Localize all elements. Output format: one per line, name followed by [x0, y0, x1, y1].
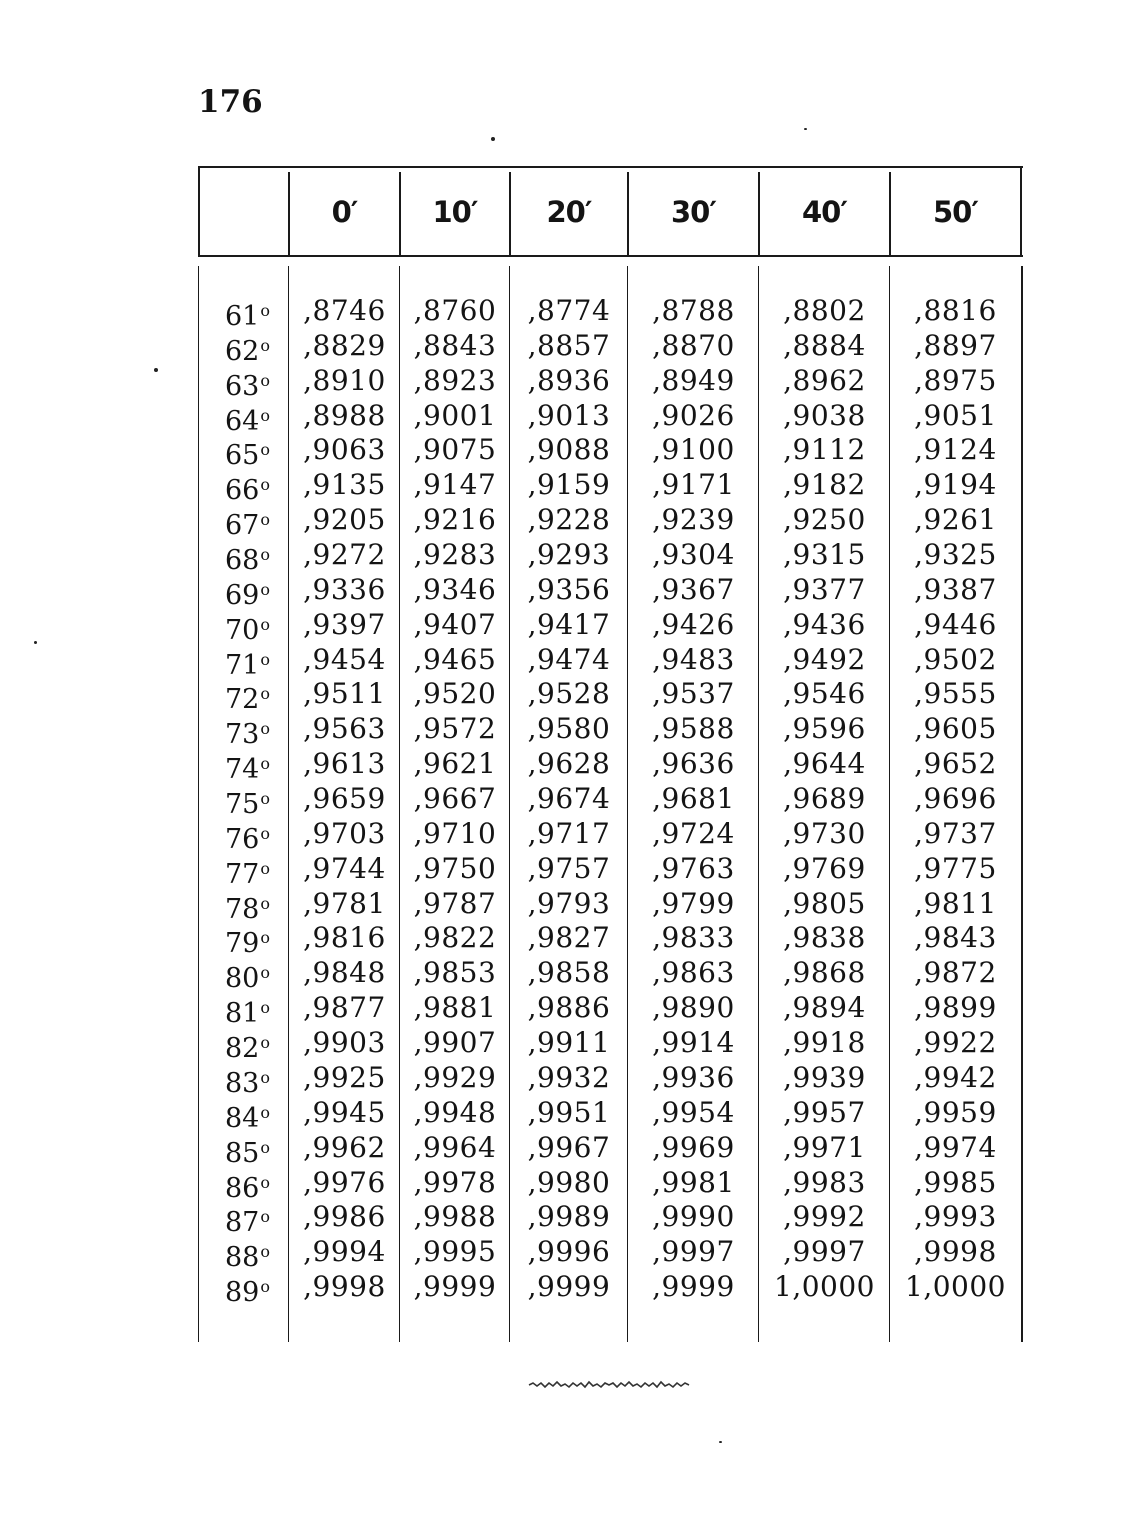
table-cell: ,9717: [527, 816, 611, 850]
table-cell: ,9988: [413, 1200, 497, 1234]
degree-value: 87: [225, 1207, 260, 1239]
table-cell: ,9922: [914, 1026, 997, 1060]
table-row: [198, 677, 1023, 716]
table-cell: ,9894: [783, 991, 866, 1025]
table-cell: ,9816: [303, 921, 386, 955]
table-cell: ,9135: [303, 468, 386, 502]
table-column-rule: [1020, 166, 1022, 257]
table-cell: ,9636: [652, 747, 735, 781]
table-cell: ,9194: [914, 468, 997, 502]
table-cell: ,9925: [303, 1060, 386, 1094]
table-cell: ,9613: [303, 747, 386, 781]
table-cell: ,9563: [303, 712, 386, 746]
table-cell: ,9983: [783, 1165, 866, 1199]
degree-value: 84: [225, 1102, 260, 1134]
degree-symbol: o: [260, 1242, 270, 1262]
degree-symbol: o: [260, 963, 270, 983]
degree-value: 67: [225, 510, 260, 542]
table-cell: ,8910: [303, 363, 386, 397]
degree-value: 82: [225, 1033, 260, 1065]
table-cell: ,9978: [413, 1165, 497, 1199]
table-cell: ,9914: [652, 1026, 735, 1060]
degree-symbol: o: [260, 510, 270, 530]
table-cell: ,9555: [914, 677, 997, 711]
table-cell: ,9659: [303, 782, 386, 816]
degree-value: 65: [225, 440, 260, 472]
table-cell: ,9848: [303, 956, 386, 990]
degree-symbol: o: [260, 649, 270, 669]
degree-value: 63: [225, 370, 260, 402]
table-cell: ,9974: [914, 1130, 997, 1164]
table-cell: ,9936: [652, 1060, 735, 1094]
table-cell: ,9769: [783, 851, 866, 885]
table-cell: ,9886: [527, 991, 611, 1025]
table-cell: ,9962: [303, 1130, 386, 1164]
table-cell: ,9572: [413, 712, 497, 746]
table-cell: ,9781: [303, 886, 386, 920]
table-row: [198, 1235, 1023, 1274]
table-cell: ,8923: [413, 363, 497, 397]
table-cell: ,9998: [303, 1270, 386, 1304]
degree-symbol: o: [260, 719, 270, 739]
table-cell: ,9954: [652, 1095, 735, 1129]
table-row: [198, 1130, 1023, 1169]
table-cell: ,9088: [527, 433, 611, 467]
table-cell: ,9216: [413, 503, 497, 537]
degree-value: 85: [225, 1137, 260, 1169]
table-row: [198, 468, 1023, 507]
table-cell: ,9228: [527, 503, 611, 537]
table-cell: ,9703: [303, 816, 386, 850]
table-cell: ,9367: [652, 572, 735, 606]
table-cell: ,9315: [783, 538, 866, 572]
table-cell: ,9997: [652, 1235, 735, 1269]
table-cell: ,8962: [783, 363, 866, 397]
table-cell: ,9426: [652, 607, 735, 641]
table-cell: ,8897: [914, 328, 997, 362]
table-cell: ,9436: [783, 607, 866, 641]
table-row: [198, 851, 1023, 890]
table-cell: ,9957: [783, 1095, 866, 1129]
table-row: [198, 1165, 1023, 1204]
table-cell: ,9929: [413, 1060, 497, 1094]
table-cell: ,8746: [303, 294, 386, 327]
table-cell: ,8816: [914, 294, 997, 327]
table-cell: ,9997: [783, 1235, 866, 1269]
table-cell: ,9981: [652, 1165, 735, 1199]
table-cell: ,9710: [413, 816, 497, 850]
table-cell: ,8870: [652, 328, 735, 362]
table-cell: ,9763: [652, 851, 735, 885]
table-cell: ,8760: [413, 294, 497, 327]
table-cell: ,9387: [914, 572, 997, 606]
table-cell: ,9995: [413, 1235, 497, 1269]
table-cell: ,9989: [527, 1200, 611, 1234]
table-cell: ,9999: [413, 1270, 497, 1304]
table-row: [198, 328, 1023, 367]
table-cell: ,9075: [413, 433, 497, 467]
table-cell: ,9304: [652, 538, 735, 572]
table-cell: ,9787: [413, 886, 497, 920]
degree-symbol: o: [260, 405, 270, 425]
degree-symbol: o: [260, 614, 270, 634]
table-row: [198, 712, 1023, 751]
table-cell: ,9822: [413, 921, 497, 955]
table-cell: ,9588: [652, 712, 735, 746]
degree-symbol: o: [260, 579, 270, 599]
degree-symbol: o: [260, 1277, 270, 1297]
table-cell: ,9811: [914, 886, 997, 920]
table-cell: ,8788: [652, 294, 735, 327]
degree-symbol: o: [260, 893, 270, 913]
table-row: [198, 1270, 1023, 1309]
table-cell: ,9621: [413, 747, 497, 781]
table-cell: ,9932: [527, 1060, 611, 1094]
column-header-0-min: 0′: [331, 195, 358, 229]
table-row: [198, 642, 1023, 681]
degree-value: 73: [225, 719, 260, 751]
column-header-10-min: 10′: [432, 195, 478, 229]
degree-symbol: o: [260, 370, 270, 390]
table-cell: ,9942: [914, 1060, 997, 1094]
table-cell: ,9881: [413, 991, 497, 1025]
table-cell: ,9681: [652, 782, 735, 816]
table-cell: ,9465: [413, 642, 497, 676]
table-cell: ,9397: [303, 607, 386, 641]
table-cell: ,9838: [783, 921, 866, 955]
table-cell: ,9737: [914, 816, 997, 850]
table-cell: ,9511: [303, 677, 386, 711]
degree-value: 75: [225, 789, 260, 821]
degree-symbol: o: [260, 1067, 270, 1087]
table-cell: ,9205: [303, 503, 386, 537]
table-cell: ,9147: [413, 468, 497, 502]
table-row: [198, 747, 1023, 786]
table-cell: ,9996: [527, 1235, 611, 1269]
table-cell: ,9945: [303, 1095, 386, 1129]
column-header-50-min: 50′: [932, 195, 978, 229]
table-cell: ,9827: [527, 921, 611, 955]
table-cell: ,9283: [413, 538, 497, 572]
table-cell: ,8884: [783, 328, 866, 362]
table-cell: ,9959: [914, 1095, 997, 1129]
table-cell: ,9051: [914, 398, 997, 432]
table-row: [198, 1095, 1023, 1134]
degree-symbol: o: [260, 301, 270, 320]
table-cell: ,9971: [783, 1130, 866, 1164]
table-cell: ,9999: [527, 1270, 611, 1304]
table-cell: ,9013: [527, 398, 611, 432]
degree-value: 68: [225, 545, 260, 577]
degree-value: 81: [225, 998, 260, 1030]
table-cell: ,9537: [652, 677, 735, 711]
table-cell: ,9336: [303, 572, 386, 606]
column-header-40-min: 40′: [801, 195, 847, 229]
degree-symbol: o: [260, 789, 270, 809]
table-cell: ,8975: [914, 363, 997, 397]
table-row: [198, 921, 1023, 960]
table-cell: ,9918: [783, 1026, 866, 1060]
degree-value: 83: [225, 1067, 260, 1099]
table-cell: ,9805: [783, 886, 866, 920]
degree-value: 62: [225, 335, 260, 367]
table-row: [198, 956, 1023, 995]
table-cell: ,9964: [413, 1130, 497, 1164]
table-cell: ,9868: [783, 956, 866, 990]
degree-value: 61: [225, 301, 260, 332]
table-cell: 1,0000: [774, 1270, 875, 1304]
table-cell: ,9907: [413, 1026, 497, 1060]
table-cell: ,8857: [527, 328, 611, 362]
table-cell: ,9038: [783, 398, 866, 432]
table-row: [198, 433, 1023, 472]
table-cell: ,9272: [303, 538, 386, 572]
table-cell: ,9853: [413, 956, 497, 990]
table-cell: ,9993: [914, 1200, 997, 1234]
table-cell: ,9967: [527, 1130, 611, 1164]
table-cell: ,9377: [783, 572, 866, 606]
table-cell: ,9799: [652, 886, 735, 920]
table-row: [198, 1200, 1023, 1239]
degree-symbol: o: [260, 858, 270, 878]
table-cell: ,8949: [652, 363, 735, 397]
degree-symbol: o: [260, 823, 270, 843]
table-cell: ,9951: [527, 1095, 611, 1129]
table-row: [198, 991, 1023, 1030]
table-cell: ,9159: [527, 468, 611, 502]
sine-table: [198, 166, 1023, 1342]
table-cell: ,9986: [303, 1200, 386, 1234]
table-cell: ,9001: [413, 398, 497, 432]
print-speck: [719, 1441, 722, 1443]
table-cell: ,9446: [914, 607, 997, 641]
table-cell: ,9757: [527, 851, 611, 885]
table-row: [198, 294, 1023, 332]
table-cell: ,9325: [914, 538, 997, 572]
table-cell: ,9877: [303, 991, 386, 1025]
table-cell: ,9293: [527, 538, 611, 572]
table-cell: ,9999: [652, 1270, 735, 1304]
degree-symbol: o: [260, 1207, 270, 1227]
table-cell: ,9948: [413, 1095, 497, 1129]
table-cell: ,9976: [303, 1165, 386, 1199]
degree-value: 72: [225, 684, 260, 716]
page-number: 176: [198, 84, 263, 120]
column-header-30-min: 30′: [670, 195, 716, 229]
degree-symbol: o: [260, 928, 270, 948]
degree-value: 79: [225, 928, 260, 960]
table-row: [198, 1060, 1023, 1099]
degree-symbol: o: [260, 754, 270, 774]
table-cell: ,9502: [914, 642, 997, 676]
degree-value: 66: [225, 475, 260, 507]
table-row: [198, 538, 1023, 577]
degree-symbol: o: [260, 1172, 270, 1192]
degree-value: 78: [225, 893, 260, 925]
degree-value: 89: [225, 1277, 260, 1309]
table-row: [198, 503, 1023, 542]
table-cell: ,9899: [914, 991, 997, 1025]
table-cell: ,9872: [914, 956, 997, 990]
table-cell: ,9520: [413, 677, 497, 711]
table-cell: ,9605: [914, 712, 997, 746]
table-cell: ,9775: [914, 851, 997, 885]
table-cell: 1,0000: [905, 1270, 1006, 1304]
table-cell: ,9858: [527, 956, 611, 990]
table-cell: ,9346: [413, 572, 497, 606]
table-cell: ,9990: [652, 1200, 735, 1234]
table-row: [198, 782, 1023, 821]
table-cell: ,8843: [413, 328, 497, 362]
table-cell: ,9417: [527, 607, 611, 641]
table-cell: ,9985: [914, 1165, 997, 1199]
table-cell: ,9696: [914, 782, 997, 816]
end-ornament: [527, 1378, 693, 1392]
table-cell: ,9112: [783, 433, 866, 467]
table-cell: ,9843: [914, 921, 997, 955]
table-cell: ,9483: [652, 642, 735, 676]
table-cell: ,8936: [527, 363, 611, 397]
table-cell: ,8774: [527, 294, 611, 327]
table-cell: ,9356: [527, 572, 611, 606]
degree-value: 77: [225, 858, 260, 890]
table-cell: ,9724: [652, 816, 735, 850]
table-cell: ,9596: [783, 712, 866, 746]
table-row: [198, 886, 1023, 925]
table-row: [198, 572, 1023, 611]
table-cell: ,9998: [914, 1235, 997, 1269]
table-cell: ,9903: [303, 1026, 386, 1060]
table-row: [198, 398, 1023, 437]
table-row: [198, 816, 1023, 855]
table-cell: ,9628: [527, 747, 611, 781]
table-cell: ,9833: [652, 921, 735, 955]
table-header-rule: [198, 255, 1023, 257]
table-cell: ,9667: [413, 782, 497, 816]
table-cell: ,9474: [527, 642, 611, 676]
table-cell: ,9407: [413, 607, 497, 641]
table-cell: ,9652: [914, 747, 997, 781]
table-top-rule: [198, 166, 1023, 168]
table-cell: ,9793: [527, 886, 611, 920]
table-cell: ,9674: [527, 782, 611, 816]
table-cell: ,9182: [783, 468, 866, 502]
table-cell: ,9239: [652, 503, 735, 537]
print-speck: [154, 368, 158, 372]
column-header-20-min: 20′: [546, 195, 592, 229]
table-cell: ,9580: [527, 712, 611, 746]
degree-symbol: o: [260, 335, 270, 355]
degree-value: 76: [225, 823, 260, 855]
table-cell: ,9026: [652, 398, 735, 432]
table-cell: ,9528: [527, 677, 611, 711]
degree-symbol: o: [260, 1033, 270, 1053]
table-cell: ,9689: [783, 782, 866, 816]
table-cell: ,9250: [783, 503, 866, 537]
degree-symbol: o: [260, 545, 270, 565]
table-cell: ,9911: [527, 1026, 611, 1060]
table-row: [198, 363, 1023, 402]
table-cell: ,9100: [652, 433, 735, 467]
degree-value: 80: [225, 963, 260, 995]
table-cell: ,8988: [303, 398, 386, 432]
degree-value: 86: [225, 1172, 260, 1204]
table-cell: ,9939: [783, 1060, 866, 1094]
table-cell: ,9644: [783, 747, 866, 781]
degree-value: 74: [225, 754, 260, 786]
degree-symbol: o: [260, 998, 270, 1018]
degree-value: 88: [225, 1242, 260, 1274]
table-cell: ,9492: [783, 642, 866, 676]
table-cell: ,8829: [303, 328, 386, 362]
print-speck: [34, 641, 37, 644]
table-cell: ,8802: [783, 294, 866, 327]
degree-value: 70: [225, 614, 260, 646]
table-cell: ,9261: [914, 503, 997, 537]
table-cell: ,9750: [413, 851, 497, 885]
table-cell: ,9980: [527, 1165, 611, 1199]
degree-symbol: o: [260, 440, 270, 460]
table-cell: ,9730: [783, 816, 866, 850]
column-header-corner: [200, 170, 288, 254]
table-cell: ,9994: [303, 1235, 386, 1269]
degree-symbol: o: [260, 1102, 270, 1122]
table-cell: ,9744: [303, 851, 386, 885]
table-cell: ,9863: [652, 956, 735, 990]
table-cell: ,9992: [783, 1200, 866, 1234]
table-cell: ,9546: [783, 677, 866, 711]
table-row: [198, 607, 1023, 646]
degree-symbol: o: [260, 684, 270, 704]
degree-value: 71: [225, 649, 260, 681]
print-speck: [491, 137, 495, 141]
table-cell: ,9063: [303, 433, 386, 467]
degree-symbol: o: [260, 475, 270, 495]
table-cell: ,9124: [914, 433, 997, 467]
print-speck: [804, 128, 807, 130]
table-cell: ,9890: [652, 991, 735, 1025]
degree-value: 69: [225, 579, 260, 611]
degree-label: [198, 1270, 288, 1310]
table-cell: ,9454: [303, 642, 386, 676]
degree-symbol: o: [260, 1137, 270, 1157]
table-row: [198, 1026, 1023, 1065]
degree-value: 64: [225, 405, 260, 437]
table-cell: ,9969: [652, 1130, 735, 1164]
table-cell: ,9171: [652, 468, 735, 502]
